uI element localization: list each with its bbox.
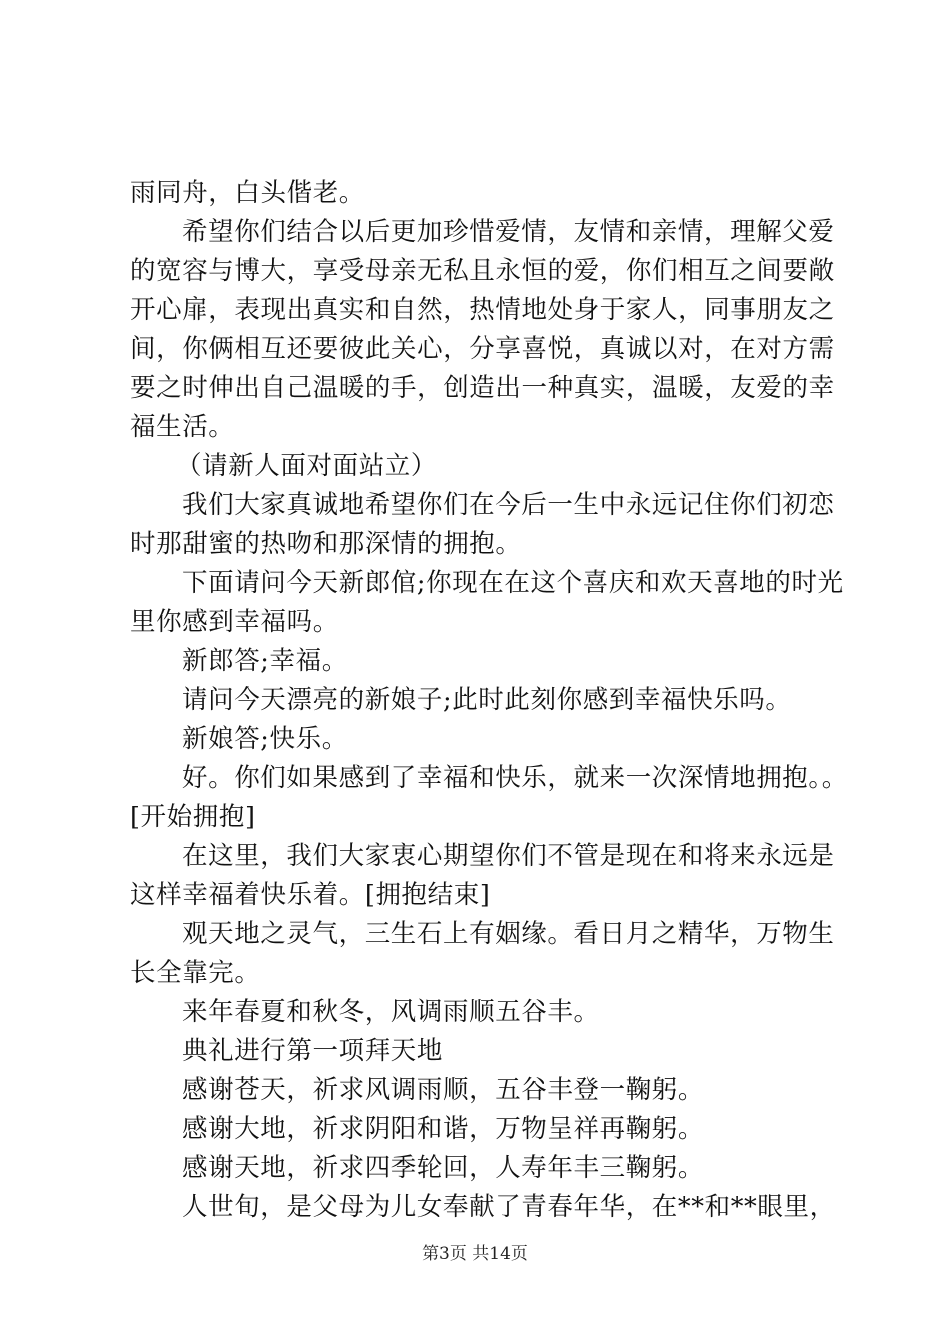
text-line: 感谢天地，祈求四季轮回，人寿年丰三鞠躬。: [182, 1153, 705, 1183]
text-line: 来年春夏和秋冬，风调雨顺五谷丰。: [182, 997, 600, 1027]
text-line: 典礼进行第一项拜天地: [182, 1036, 444, 1066]
text-line: 观天地之灵气，三生石上有姻缘。看日月之精华，万物生: [182, 919, 835, 949]
text-line: 开心扉，表现出真实和自然，热情地处身于家人，同事朋友之: [130, 295, 835, 325]
text-line: 里你感到幸福吗。: [130, 607, 339, 637]
text-line: 这样幸福着快乐着。[拥抱结束]: [130, 880, 491, 910]
text-line: [开始拥抱]: [130, 802, 256, 832]
text-line: 雨同舟，白头偕老。: [130, 178, 365, 208]
text-line: 请问今天漂亮的新娘子;此时此刻你感到幸福快乐吗。: [182, 685, 792, 715]
text-line: 的宽容与博大，享受母亲无私且永恒的爱，你们相互之间要敞: [130, 256, 835, 286]
text-line: 下面请问今天新郎倌;你现在在这个喜庆和欢天喜地的时光: [182, 568, 844, 598]
text-line: 要之时伸出自己温暖的手，创造出一种真实，温暖，友爱的幸: [130, 373, 835, 403]
text-line: 间，你俩相互还要彼此关心，分享喜悦，真诚以对，在对方需: [130, 334, 835, 364]
text-line: 感谢大地，祈求阴阳和谐，万物呈祥再鞠躬。: [182, 1114, 705, 1144]
text-line: 好。你们如果感到了幸福和快乐，就来一次深情地拥抱。。: [182, 763, 848, 793]
text-line: （请新人面对面站立）: [176, 451, 438, 481]
text-line: 我们大家真诚地希望你们在今后一生中永远记住你们初恋: [182, 490, 835, 520]
text-line: 人世旬，是父母为儿女奉献了青春年华，在**和**眼里，: [182, 1192, 836, 1222]
text-line: 感谢苍天，祈求风调雨顺，五谷丰登一鞠躬。: [182, 1075, 705, 1105]
text-line: 福生活。: [130, 412, 235, 442]
text-line: 新娘答;快乐。: [182, 724, 348, 754]
text-line: 希望你们结合以后更加珍惜爱情，友情和亲情，理解父爱: [182, 217, 835, 247]
text-line: 时那甜蜜的热吻和那深情的拥抱。: [130, 529, 522, 559]
page-footer: 第3页 共14页: [422, 1244, 528, 1264]
text-line: 长全靠完。: [130, 958, 261, 988]
text-line: 新郎答;幸福。: [182, 646, 348, 676]
text-line: 在这里，我们大家衷心期望你们不管是现在和将来永远是: [182, 841, 835, 871]
